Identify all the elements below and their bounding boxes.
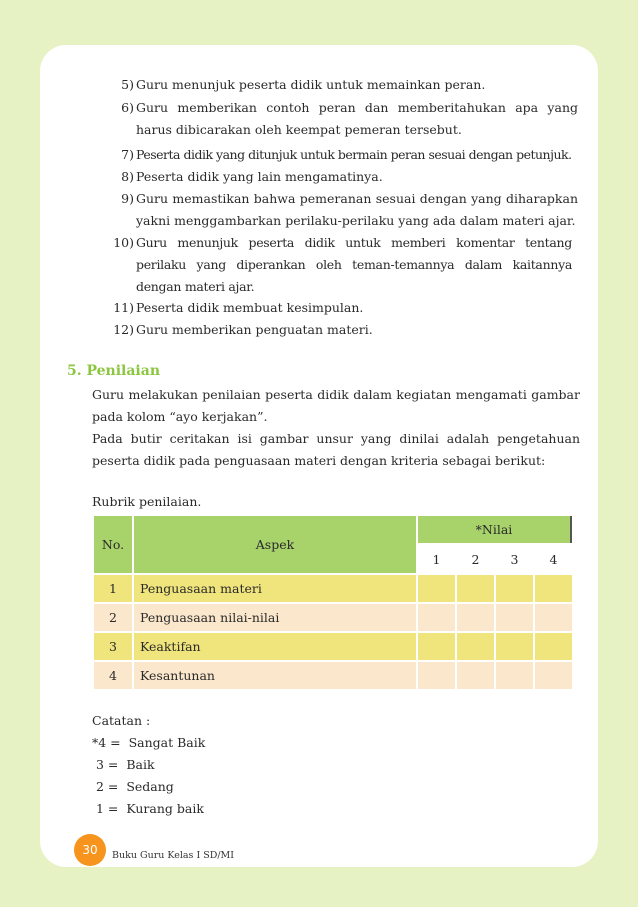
step-text: Guru memastikan bahwa pemeranan sesuai dengan yang diharapkan yakni menggambarkan perilaku-perilaku yang ada dalam materi ajar. [136, 191, 578, 228]
score-cell [535, 604, 572, 631]
score-cell [457, 662, 494, 689]
table-row [94, 662, 572, 689]
score-cell [496, 604, 533, 631]
row-no: 2 [94, 604, 132, 631]
step-item [108, 97, 578, 141]
row-aspek: Penguasaan nilai-nilai [134, 604, 416, 631]
row-aspek: Penguasaan materi [134, 575, 416, 602]
rubric-table [92, 514, 574, 691]
step-number: 5) [121, 77, 134, 92]
paragraph: Guru melakukan penilaian peserta didik dalam kegiatan mengamati gambar pada kolom “ayo kerjakan”. [92, 387, 580, 424]
note-item: 2 = Sedang [92, 779, 174, 794]
score-cell [535, 662, 572, 689]
score-cell [535, 575, 572, 602]
notes-title: Catatan : [92, 713, 151, 728]
header-nilai: *Nilai [418, 516, 572, 543]
step-item [108, 144, 578, 166]
step-number: 6) [121, 100, 134, 115]
score-cell [496, 575, 533, 602]
book-title: Buku Guru Kelas I SD/MI [112, 850, 235, 861]
score-cell [496, 633, 533, 660]
table-row [94, 633, 572, 660]
row-no: 4 [94, 662, 132, 689]
step-text: Guru menunjuk peserta didik untuk memberi komentar tentang perilaku yang diperankan oleh teman-temannya dalam kaitannya dengan materi ajar. [136, 235, 572, 294]
notes [92, 710, 205, 820]
step-text: Peserta didik yang ditunjuk untuk bermain peran sesuai dengan petunjuk. [136, 147, 572, 162]
row-no: 1 [94, 575, 132, 602]
score-cell [418, 662, 455, 689]
table-row [94, 604, 572, 631]
step-number: 12) [113, 322, 134, 337]
score-cell [418, 575, 455, 602]
note-item: 3 = Baik [92, 757, 155, 772]
row-no: 3 [94, 633, 132, 660]
section-title: 5. Penilaian [67, 363, 161, 379]
step-text: Guru memberikan contoh peran dan memberitahukan apa yang harus dibicarakan oleh keempat pemeran tersebut. [136, 100, 578, 137]
paragraph: Pada butir ceritakan isi gambar unsur yang dinilai adalah pengetahuan peserta didik pada penguasaan materi dengan kriteria sebagai berikut: [92, 431, 580, 468]
header-aspek: Aspek [134, 516, 416, 573]
score-cell [418, 604, 455, 631]
step-number: 11) [113, 300, 134, 315]
score-cell [496, 662, 533, 689]
table-row [94, 575, 572, 602]
step-item [102, 297, 572, 319]
step-item [108, 166, 578, 188]
row-aspek: Kesantunan [134, 662, 416, 689]
score-header: 2 [457, 545, 494, 573]
score-cell [457, 575, 494, 602]
step-text: Guru memberikan penguatan materi. [136, 322, 373, 337]
step-number: 10) [113, 235, 134, 250]
score-cell [418, 633, 455, 660]
note-item: 1 = Kurang baik [92, 801, 204, 816]
score-header: 1 [418, 545, 455, 573]
step-item [102, 319, 572, 341]
header-no: No. [94, 516, 132, 573]
note-item: *4 = Sangat Baik [92, 735, 206, 750]
step-number: 7) [121, 147, 134, 162]
score-cell [457, 604, 494, 631]
row-aspek: Keaktifan [134, 633, 416, 660]
step-text: Peserta didik yang lain mengamatinya. [136, 169, 383, 184]
score-header: 3 [496, 545, 533, 573]
step-item [102, 232, 572, 298]
step-item [108, 188, 578, 232]
page-number: 30 [74, 834, 106, 866]
step-number: 8) [121, 169, 134, 184]
score-cell [457, 633, 494, 660]
step-text: Guru menunjuk peserta didik untuk memainkan peran. [136, 77, 486, 92]
step-item [108, 74, 578, 96]
step-text: Peserta didik membuat kesimpulan. [136, 300, 364, 315]
step-number: 9) [121, 191, 134, 206]
rubric-label: Rubrik penilaian. [92, 494, 202, 509]
score-header: 4 [535, 545, 572, 573]
score-cell [535, 633, 572, 660]
